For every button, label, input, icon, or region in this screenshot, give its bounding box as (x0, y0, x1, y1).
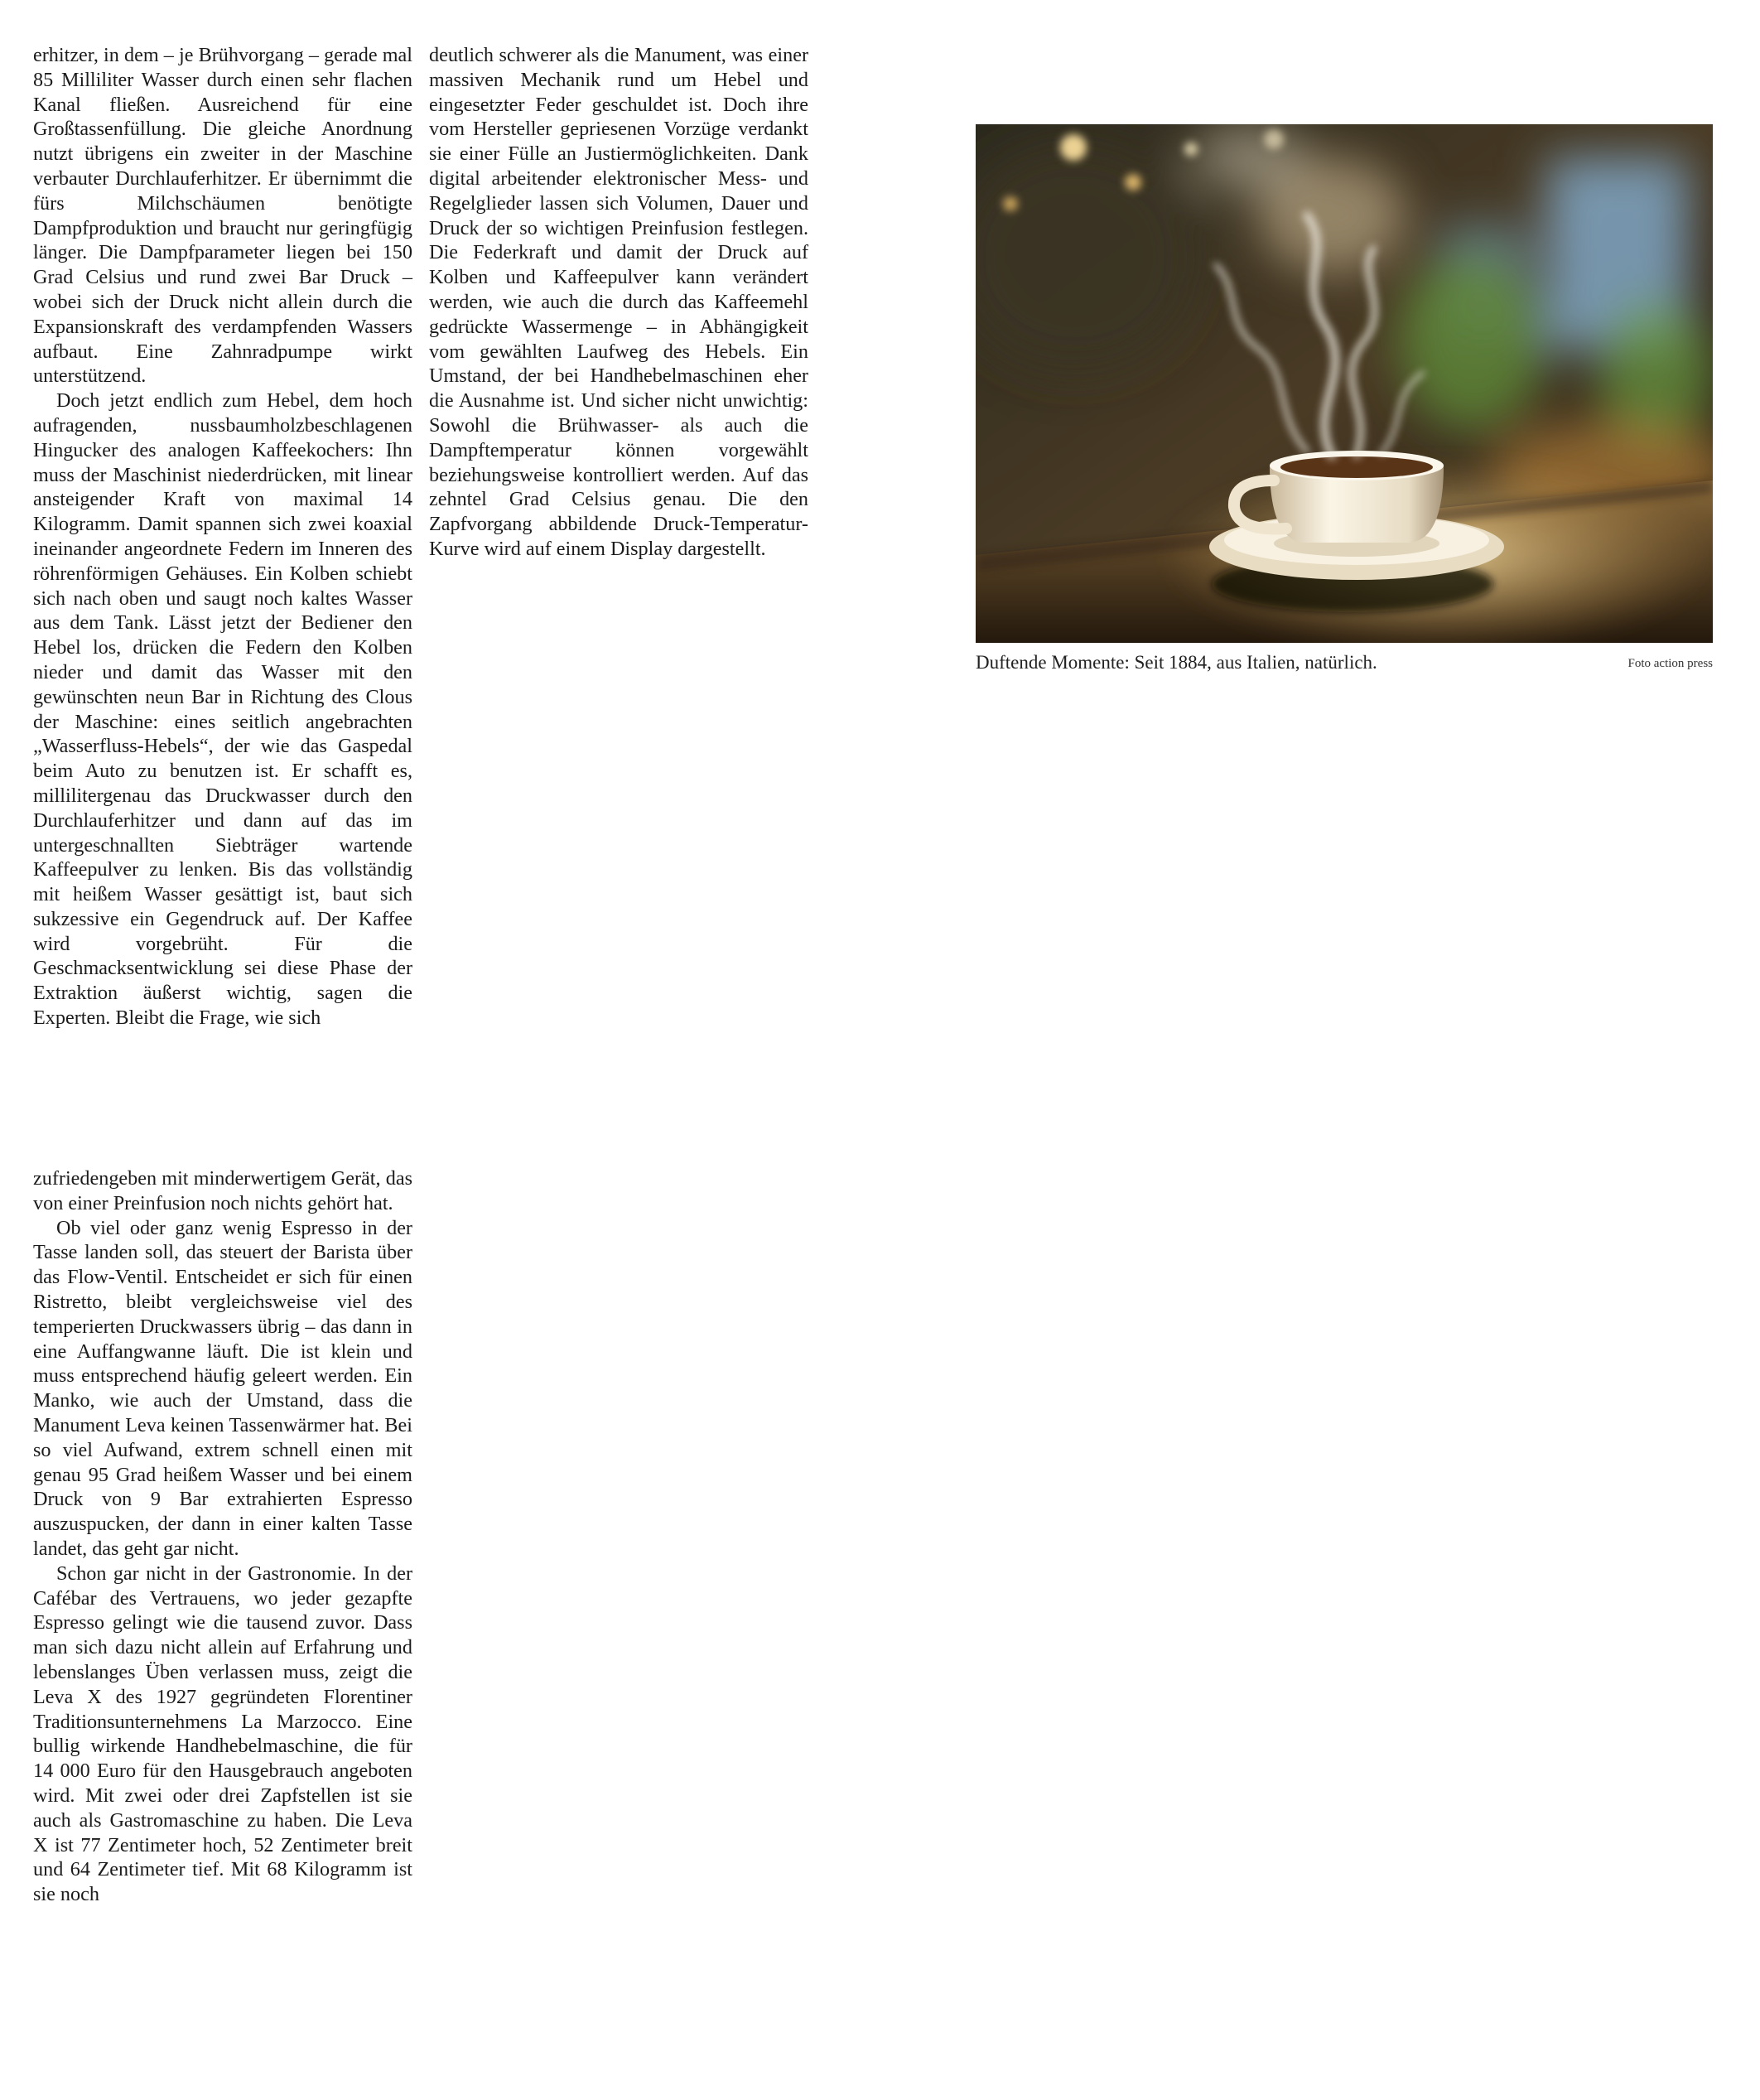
article-column-left-top (33, 43, 412, 1137)
article-column-right (429, 43, 808, 656)
article-paragraph: erhitzer, in dem – je Brühvorgang – gerade mal 85 Milliliter Wasser durch einen sehr flachen Kanal fließen. Ausreichend für eine Großtassenfüllung. Die gleiche Anordnung nutzt übrigens ein zweiter in der Maschine verbauter Durchlauferhitzer. Er übernimmt die fürs Milchschäumen benötigte Dampfproduktion und braucht nur geringfügig länger. Die Dampfparameter liegen bei 150 Grad Celsius und rund zwei Bar Druck – wobei sich der Druck nicht allein durch die Expansionskraft des verdampfenden Wassers aufbaut. Eine Zahnradpumpe wirkt unterstützend. (33, 44, 412, 388)
article-paragraph: zufriedengeben mit minderwertigem Gerät, das von einer Preinfusion noch nichts gehört hat. (33, 1167, 412, 1214)
article-paragraph: deutlich schwerer als die Manument, was einer massiven Mechanik rund um Hebel und eingesetzter Feder geschuldet ist. Doch ihre vom Hersteller gepriesenen Vorzüge verdankt sie einer Fülle an Justiermöglichkeiten. Dank digital arbeitender elektronischer Mess- und Regelglieder lassen sich Volumen, Dauer und Druck der so wichtigen Preinfusion festlegen. Die Federkraft und damit der Druck auf Kolben und Kaffeepulver kann verändert werden, wie auch die durch das Kaffeemehl gedrückte Wassermenge – in Abhängigkeit vom gewählten Laufweg des Hebels. Ein Umstand, der bei Handhebelmaschinen eher die Ausnahme ist. Und sicher nicht unwichtig: Sowohl die Brühwasser- als auch die Dampftemperatur können vorgewählt beziehungsweise kontrolliert werden. Auf das zehntel Grad Celsius genau. Die den Zapfvorgang abbildende Druck-Temperatur-Kurve wird auf einem Display dargestellt. (429, 44, 808, 560)
article-paragraph: Doch jetzt endlich zum Hebel, dem hoch aufragenden, nussbaumholzbeschlagenen Hingucker des analogen Kaffeekochers: Ihn muss der Maschinist niederdrücken, mit linear ansteigender Kraft von maximal 14 Kilogramm. Damit spannen sich zwei koaxial ineinander angeordnete Federn im Inneren des röhrenförmigen Gehäuses. Ein Kolben schiebt sich nach oben und saugt noch kaltes Wasser aus dem Tank. Lässt jetzt der Bediener den Hebel los, drücken die Federn den Kolben nieder und damit das Wasser mit den gewünschten neun Bar in Richtung des Clous der Maschine: eines seitlich angebrachten „Wasserfluss-Hebels“, der wie das Gaspedal beim Auto zu benutzen ist. Er schafft es, millilitergenau das Druckwasser durch den Durchlauferhitzer und dann auf das im untergeschnallten Siebträger wartende Kaffeepulver zu lenken. Bis das vollständig mit heißem Wasser gesättigt ist, baut sich sukzessive ein Gegendruck auf. Der Kaffee wird vorgebrüht. Für die Geschmacksentwicklung sei diese Phase der Extraktion äußerst wichtig, sagen die Experten. Bleibt die Frage, wie sich (33, 389, 412, 1030)
coffee-cup-photo (976, 124, 1713, 643)
article-column-left-bottom (33, 1166, 412, 2069)
article-paragraph: Schon gar nicht in der Gastronomie. In der Cafébar des Vertrauens, wo jeder gezapfte Espresso gelingt wie die tausend zuvor. Dass man sich dazu nicht allein auf Erfahrung und lebenslanges Üben verlassen muss, zeigt die Leva X des 1927 gegründeten Florentiner Traditionsunternehmens La Marzocco. Eine bullig wirkende Handhebelmaschine, die für 14 000 Euro für den Hausgebrauch angeboten wird. Mit zwei oder drei Zapfstellen ist sie auch als Gastromaschine zu haben. Die Leva X ist 77 Zentimeter hoch, 52 Zentimeter breit und 64 Zentimeter tief. Mit 68 Kilogramm ist sie noch (33, 1562, 412, 1906)
figure-caption: Duftende Momente: Seit 1884, aus Italien, natürlich. (976, 652, 1377, 673)
article-paragraph: Ob viel oder ganz wenig Espresso in der Tasse landen soll, das steuert der Barista über das Flow-Ventil. Entscheidet er sich für einen Ristretto, bleibt vergleichsweise viel des temperierten Druckwassers übrig – das dann in eine Auffangwanne läuft. Die ist klein und muss entsprechend häufig geleert werden. Ein Manko, wie auch der Umstand, dass die Manument Leva keinen Tassenwärmer hat. Bei so viel Aufwand, extrem schnell einen mit genau 95 Grad heißem Wasser und bei einem Druck von 9 Bar extrahierten Espresso auszuspucken, der dann in einer kalten Tasse landet, das geht gar nicht. (33, 1216, 412, 1560)
figure-caption-row (976, 650, 1713, 678)
photo-coffee (1280, 456, 1433, 478)
photo-credit: Foto action press (1627, 657, 1713, 670)
